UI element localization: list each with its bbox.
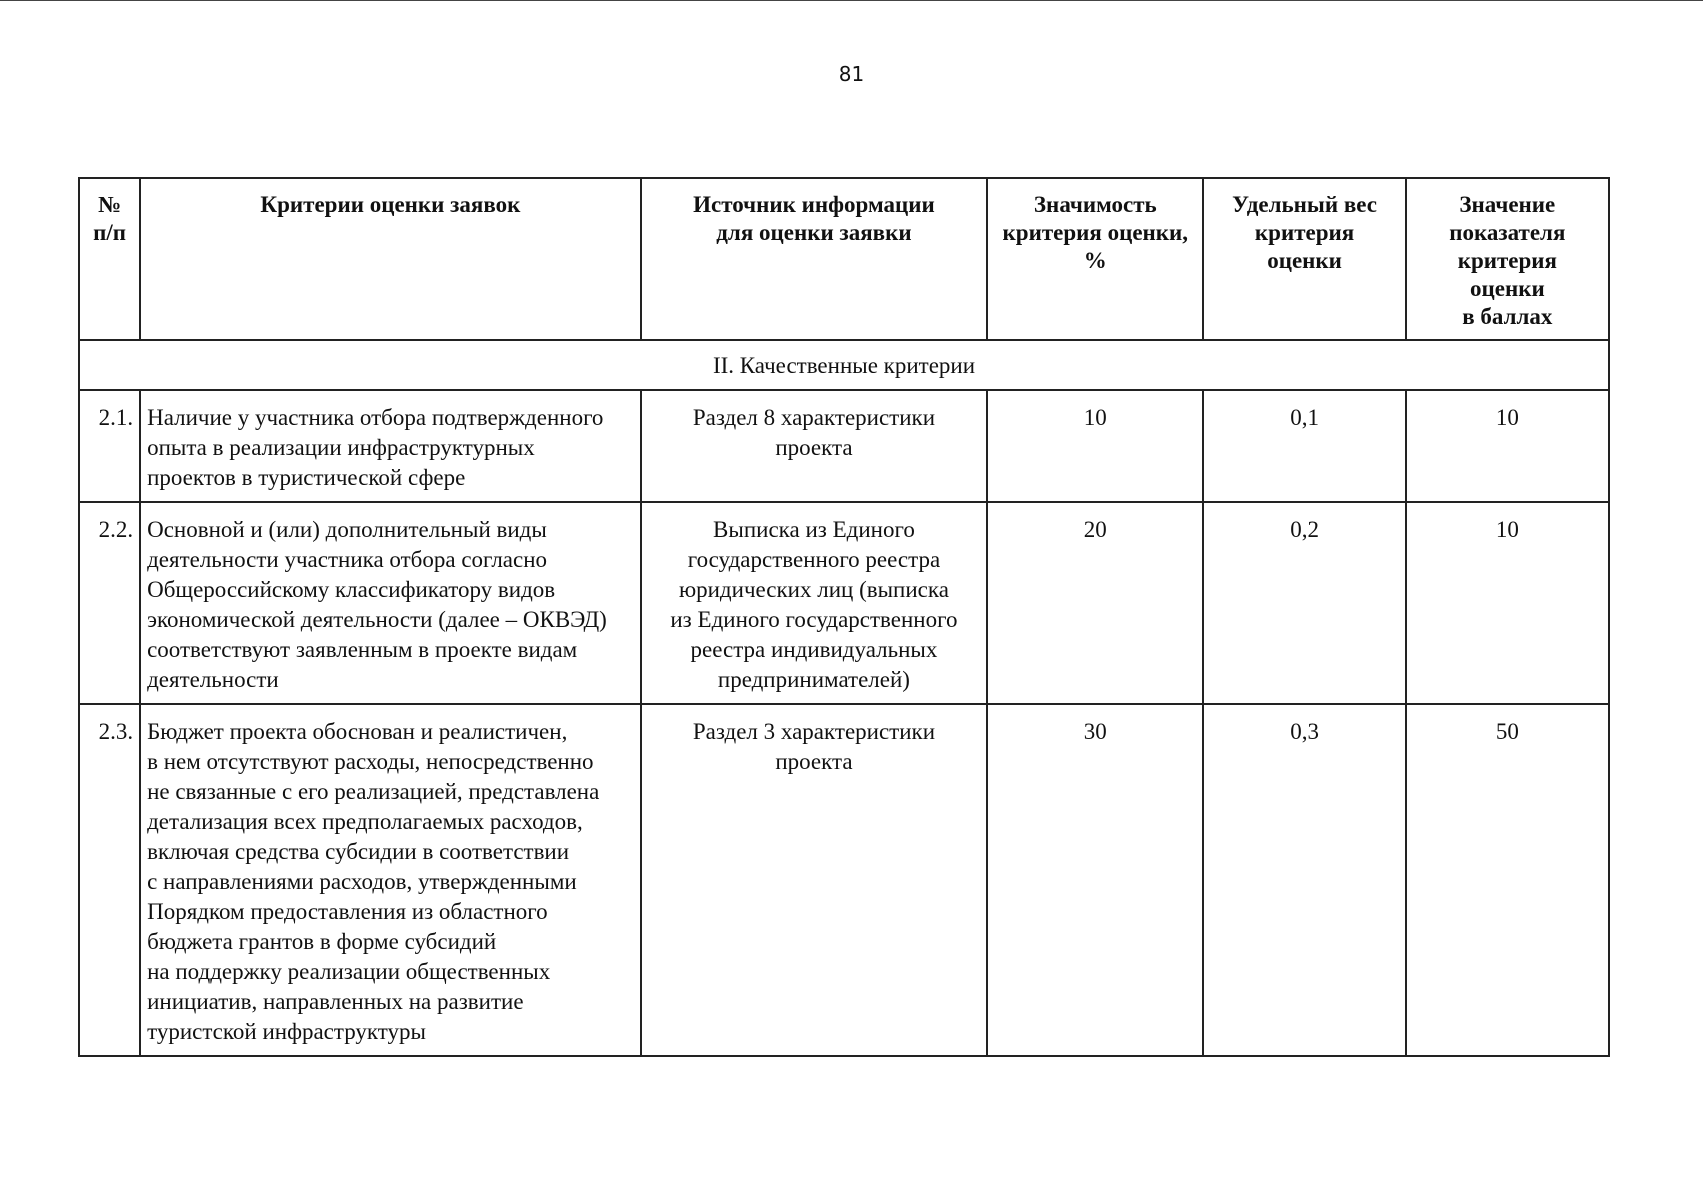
row-number: 2.1. xyxy=(79,390,140,502)
row-criteria: Основной и (или) дополнительный виды деятельности участника отбора согласно Общероссийскому классификатору видов экономической деятельности (далее – ОКВЭД) соответствуют заявленным в проекте видам деятельности xyxy=(140,502,641,704)
section-row xyxy=(79,340,1609,390)
header-value: Значение показателя критерия оценки в баллах xyxy=(1406,178,1609,340)
header-source: Источник информации для оценки заявки xyxy=(641,178,987,340)
table-row xyxy=(79,502,1609,704)
page-number: 81 xyxy=(838,62,865,86)
row-source: Раздел 8 характеристики проекта xyxy=(641,390,987,502)
criteria-table xyxy=(78,177,1610,1057)
table-row xyxy=(79,390,1609,502)
table-row xyxy=(79,704,1609,1056)
row-criteria: Наличие у участника отбора подтвержденного опыта в реализации инфраструктурных проектов в туристической сфере xyxy=(140,390,641,502)
table-header-row xyxy=(79,178,1609,340)
header-criteria: Критерии оценки заявок xyxy=(140,178,641,340)
row-significance: 10 xyxy=(987,390,1203,502)
row-criteria: Бюджет проекта обоснован и реалистичен, в нем отсутствуют расходы, непосредственно не связанные с его реализацией, представлена детализация всех предполагаемых расходов, включая средства субсидии в соответствии с направлениями расходов, утвержденными Порядком предоставления из областного бюджета грантов в форме субсидий на поддержку реализации общественных инициатив, направленных на развитие туристской инфраструктуры xyxy=(140,704,641,1056)
row-source: Выписка из Единого государственного реестра юридических лиц (выписка из Единого государственного реестра индивидуальных предпринимателей) xyxy=(641,502,987,704)
row-number: 2.2. xyxy=(79,502,140,704)
row-significance: 30 xyxy=(987,704,1203,1056)
row-weight: 0,2 xyxy=(1203,502,1405,704)
header-significance: Значимость критерия оценки, % xyxy=(987,178,1203,340)
row-value: 50 xyxy=(1406,704,1609,1056)
row-significance: 20 xyxy=(987,502,1203,704)
row-number: 2.3. xyxy=(79,704,140,1056)
top-border-line xyxy=(0,0,1703,1)
row-weight: 0,1 xyxy=(1203,390,1405,502)
section-title: II. Качественные критерии xyxy=(79,340,1609,390)
header-weight: Удельный вес критерия оценки xyxy=(1203,178,1405,340)
row-source: Раздел 3 характеристики проекта xyxy=(641,704,987,1056)
row-value: 10 xyxy=(1406,502,1609,704)
row-value: 10 xyxy=(1406,390,1609,502)
header-num: № п/п xyxy=(79,178,140,340)
row-weight: 0,3 xyxy=(1203,704,1405,1056)
